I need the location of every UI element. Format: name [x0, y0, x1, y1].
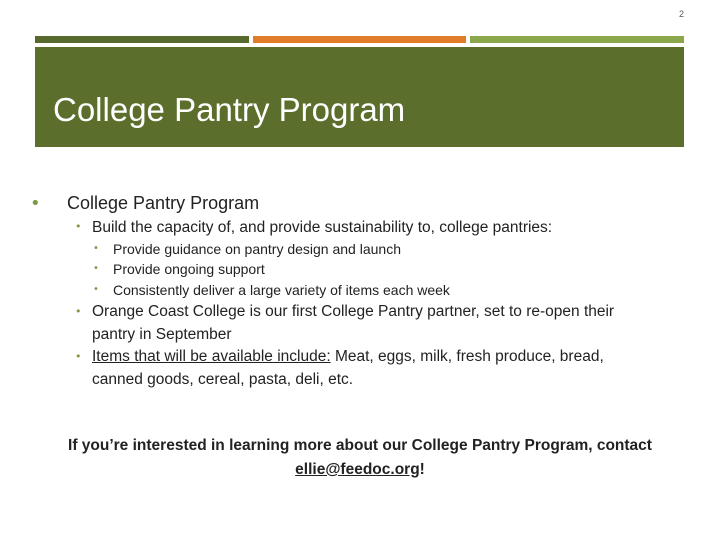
slide-number: 2: [678, 9, 684, 19]
items-list: Meat, eggs, milk, fresh produce, bread,: [330, 348, 604, 365]
closing-line2: [30, 461, 690, 479]
slide-title: College Pantry Program: [53, 91, 406, 128]
bullet-icon: •: [30, 193, 41, 214]
email-link[interactable]: ellie@feedoc.org: [295, 461, 420, 478]
bullet-icon: •: [93, 284, 99, 295]
point-capacity: Build the capacity of, and provide sustainability to, college pantries:: [92, 219, 553, 236]
items-label: Items that will be available include:: [92, 348, 331, 365]
point-partner-line1: Orange Coast College is our first College Pantry partner, set to re-open their: [92, 303, 615, 320]
bullet-icon: •: [93, 263, 99, 274]
subpoint-guidance: Provide guidance on pantry design and launch: [113, 241, 401, 257]
point-items-line2: canned goods, cereal, pasta, deli, etc.: [92, 371, 354, 388]
closing-suffix: !: [419, 461, 425, 478]
subpoint-delivery: Consistently deliver a large variety of items each week: [113, 282, 450, 298]
bullet-icon: •: [75, 305, 82, 318]
point-partner-line2: pantry in September: [92, 326, 232, 343]
point-items-line1: [92, 348, 604, 366]
bullet-icon: •: [75, 350, 82, 363]
bullet-icon: •: [75, 220, 82, 233]
subpoint-support: Provide ongoing support: [113, 261, 265, 277]
bullet-icon: •: [93, 243, 99, 254]
body-heading: College Pantry Program: [67, 193, 260, 213]
closing-line1: If you’re interested in learning more about our College Pantry Program, contact: [68, 437, 652, 454]
